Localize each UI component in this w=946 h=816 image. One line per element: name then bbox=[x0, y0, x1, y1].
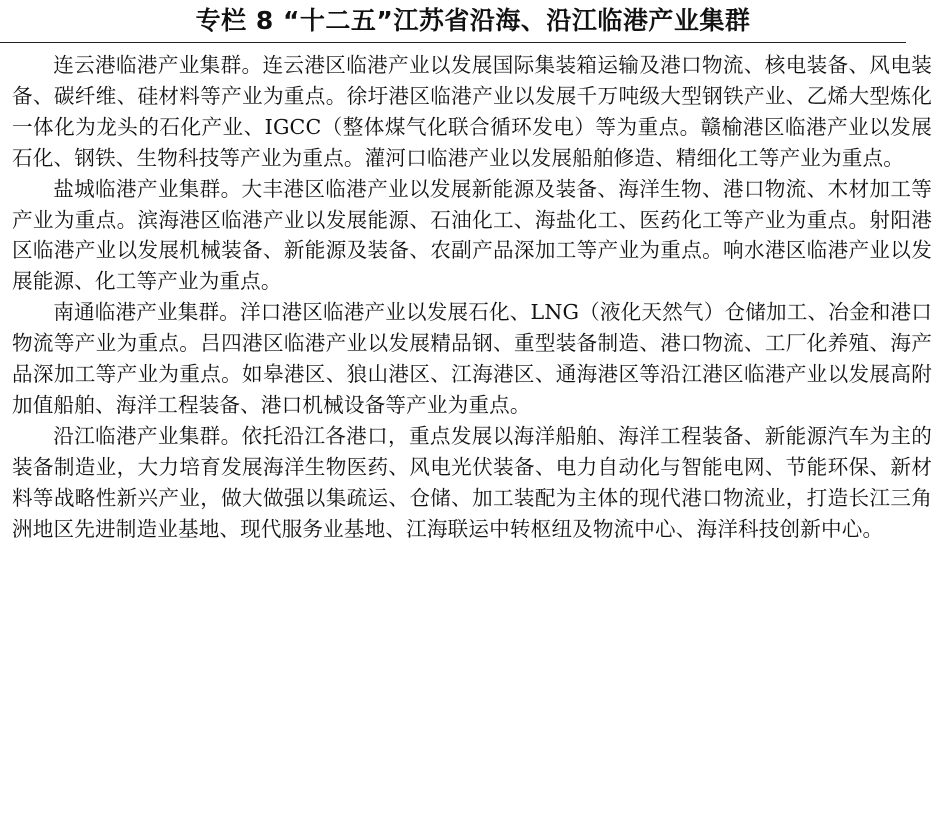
paragraph-text: 大丰港区临港产业以发展新能源及装备、海洋生物、港口物流、木材加工等产业为重点。滨海港区临港产业以发展能源、石油化工、海盐化工、医药化工等产业为重点。射阳港区临港产业以发展机械装备、新能源及装备、农副产品深加工等产业为重点。响水港区临港产业以发展能源、化工等产业为重点。 bbox=[12, 176, 932, 294]
column-body bbox=[12, 50, 932, 545]
paragraph-text: 依托沿江各港口，重点发展以海洋船舶、海洋工程装备、新能源汽车为主的装备制造业，大力培育发展海洋生物医药、风电光伏装备、电力自动化与智能电网、节能环保、新材料等战略性新兴产业，做大做强以集疏运、仓储、加工装配为主体的现代港口物流业，打造长江三角洲地区先进制造业基地、现代服务业基地、江海联运中转枢纽及物流中心、海洋科技创新中心。 bbox=[12, 423, 932, 541]
column-title: 专栏 8 “十二五”江苏省沿海、沿江临港产业集群 bbox=[195, 6, 751, 35]
paragraph-text: 连云港区临港产业以发展国际集装箱运输及港口物流、核电装备、风电装备、碳纤维、硅材料等产业为重点。徐圩港区临港产业以发展千万吨级大型钢铁产业、乙烯大型炼化一体化为龙头的石化产业、IGCC（整体煤气化联合循环发电）等为重点。赣榆港区临港产业以发展石化、钢铁、生物科技等产业为重点。灌河口临港产业以发展船舶修造、精细化工等产业为重点。 bbox=[12, 53, 933, 170]
paragraph-lead: 沿江临港产业集群。 bbox=[53, 423, 242, 448]
paragraph-yancheng bbox=[12, 174, 932, 298]
paragraph-nantong bbox=[12, 297, 932, 421]
paragraph-lead: 连云港临港产业集群。 bbox=[53, 53, 263, 77]
paragraph-lead: 南通临港产业集群。 bbox=[53, 300, 240, 325]
paragraph-lianyungang bbox=[12, 50, 932, 174]
title-divider bbox=[0, 42, 906, 43]
paragraph-lead: 盐城临港产业集群。 bbox=[53, 176, 242, 201]
paragraph-text: 洋口港区临港产业以发展石化、LNG（液化天然气）仓储加工、冶金和港口物流等产业为重点。吕四港区临港产业以发展精品钢、重型装备制造、港口物流、工厂化养殖、海产品深加工等产业为重点。如皋港区、狼山港区、江海港区、通海港区等沿江港区临港产业以发展高附加值船舶、海洋工程装备、港口机械设备等产业为重点。 bbox=[12, 300, 932, 417]
paragraph-yanjiang bbox=[12, 421, 932, 545]
